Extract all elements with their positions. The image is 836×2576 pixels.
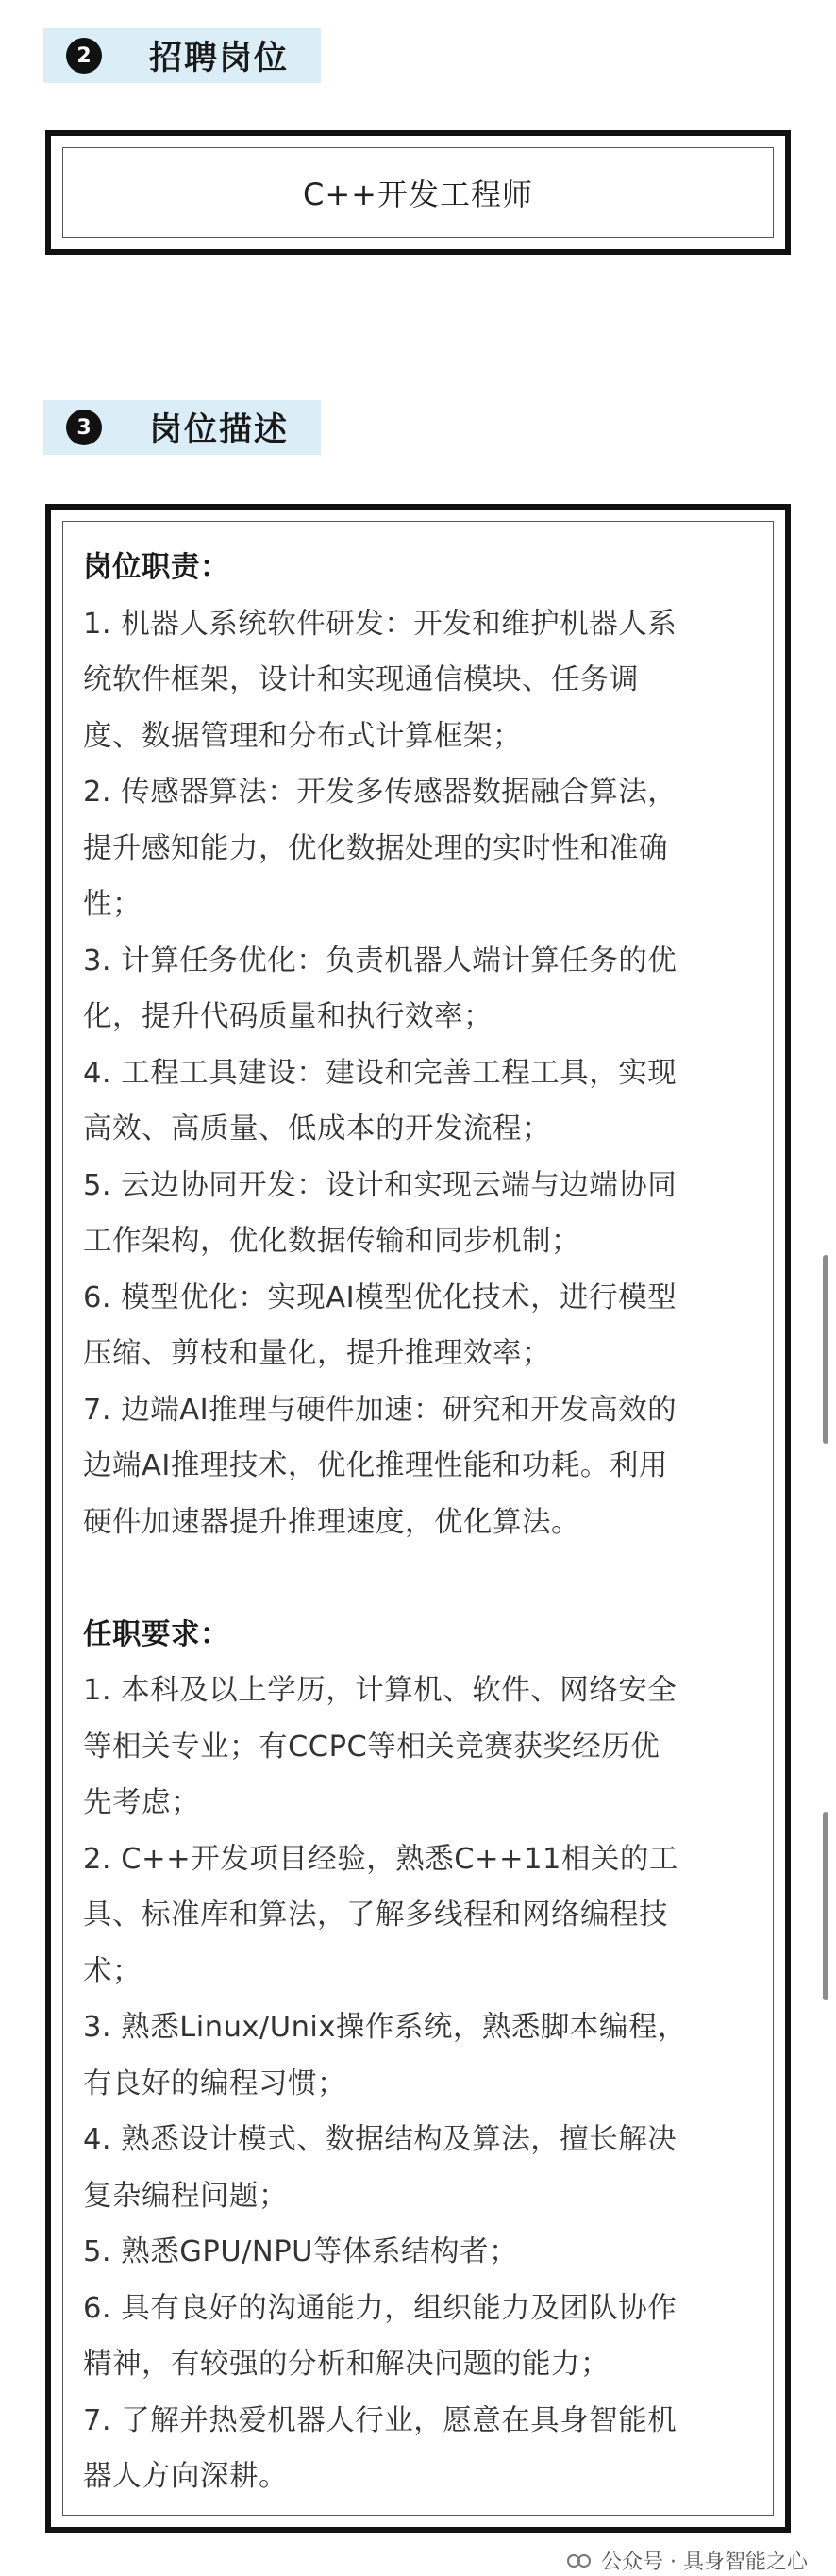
requirement-text-line: 2. C++开发项目经验，熟悉C++11相关的工 bbox=[83, 1842, 678, 1876]
section-header-job-description bbox=[43, 400, 321, 455]
job-description-content bbox=[83, 540, 757, 2505]
duty-text-line: 化，提升代码质量和执行效率； bbox=[83, 1000, 493, 1033]
section-title: 招聘岗位 bbox=[149, 40, 290, 77]
requirement-text-line: 3. 熟悉Linux/Unix操作系统，熟悉脚本编程， bbox=[83, 2011, 687, 2044]
requirement-text-line: 先考虑； bbox=[83, 1786, 200, 1819]
requirement-text-line: 复杂编程问题； bbox=[83, 2179, 288, 2213]
duty-text-line: 3. 计算任务优化：负责机器人端计算任务的优 bbox=[83, 944, 677, 978]
job-title-inner-frame bbox=[62, 147, 774, 238]
duty-text-line: 5. 云边协同开发：设计和实现云端与边端协同 bbox=[83, 1168, 677, 1202]
requirement-text-line: 4. 熟悉设计模式、数据结构及算法，擅长解决 bbox=[83, 2123, 677, 2156]
duty-text-line: 硬件加速器提升推理速度，优化算法。 bbox=[83, 1505, 580, 1539]
wechat-official-account-icon bbox=[567, 2551, 592, 2570]
requirement-text-line: 精神，有较强的分析和解决问题的能力； bbox=[83, 2348, 610, 2381]
section-header-recruiting-position bbox=[43, 28, 321, 83]
duties-list bbox=[83, 596, 757, 1551]
watermark bbox=[567, 2546, 808, 2575]
duty-text-line: 边端AI推理技术，优化推理性能和功耗。利用 bbox=[83, 1449, 668, 1482]
section-number-badge: 3 bbox=[66, 410, 102, 445]
duties-heading: 岗位职责： bbox=[83, 551, 229, 584]
requirement-text-line: 具、标准库和算法，了解多线程和网络编程技 bbox=[83, 1899, 668, 1932]
requirement-text-line: 6. 具有良好的沟通能力，组织能力及团队协作 bbox=[83, 2291, 677, 2325]
duty-text-line: 7. 边端AI推理与硬件加速：研究和开发高效的 bbox=[83, 1393, 677, 1427]
duty-text-line: 4. 工程工具建设：建设和完善工程工具，实现 bbox=[83, 1056, 677, 1090]
requirement-text-line: 等相关专业；有CCPC等相关竞赛获奖经历优 bbox=[83, 1730, 660, 1764]
watermark-text: 公众号 · 具身智能之心 bbox=[601, 2551, 808, 2574]
duty-text-line: 性； bbox=[83, 888, 142, 921]
duty-text-line: 提升感知能力，优化数据处理的实时性和准确 bbox=[83, 831, 668, 865]
duty-text-line: 6. 模型优化：实现AI模型优化技术，进行模型 bbox=[83, 1280, 677, 1314]
requirement-text-line: 5. 熟悉GPU/NPU等体系结构者； bbox=[83, 2235, 518, 2268]
duty-text-line: 度、数据管理和分布式计算框架； bbox=[83, 719, 522, 753]
job-title-box bbox=[45, 130, 791, 255]
duty-text-line: 2. 传感器算法：开发多传感器数据融合算法， bbox=[83, 776, 677, 809]
duty-text-line: 统软件框架，设计和实现通信模块、任务调 bbox=[83, 663, 639, 696]
duty-text-line: 高效、高质量、低成本的开发流程； bbox=[83, 1112, 551, 1146]
duty-text-line: 工作架构，优化数据传输和同步机制； bbox=[83, 1225, 580, 1258]
requirement-text-line: 1. 本科及以上学历，计算机、软件、网络安全 bbox=[83, 1674, 677, 1707]
scrollbar-thumb[interactable] bbox=[823, 1812, 828, 2000]
requirements-heading: 任职要求： bbox=[83, 1617, 229, 1651]
requirement-text-line: 7. 了解并热爱机器人行业，愿意在具身智能机 bbox=[83, 2403, 677, 2437]
duty-text-line: 压缩、剪枝和量化，提升推理效率； bbox=[83, 1337, 551, 1370]
spacer bbox=[83, 1550, 757, 1607]
section-title: 岗位描述 bbox=[149, 411, 290, 449]
requirement-text-line: 器人方向深耕。 bbox=[83, 2460, 288, 2493]
section-number-badge: 2 bbox=[66, 38, 102, 74]
requirement-text-line: 术； bbox=[83, 1954, 142, 1988]
requirements-list bbox=[83, 1663, 757, 2505]
scrollbar-thumb[interactable] bbox=[823, 1255, 828, 1444]
requirement-text-line: 有良好的编程习惯； bbox=[83, 2066, 346, 2100]
job-title: C++开发工程师 bbox=[303, 176, 533, 212]
duty-text-line: 1. 机器人系统软件研发：开发和维护机器人系 bbox=[83, 607, 677, 641]
